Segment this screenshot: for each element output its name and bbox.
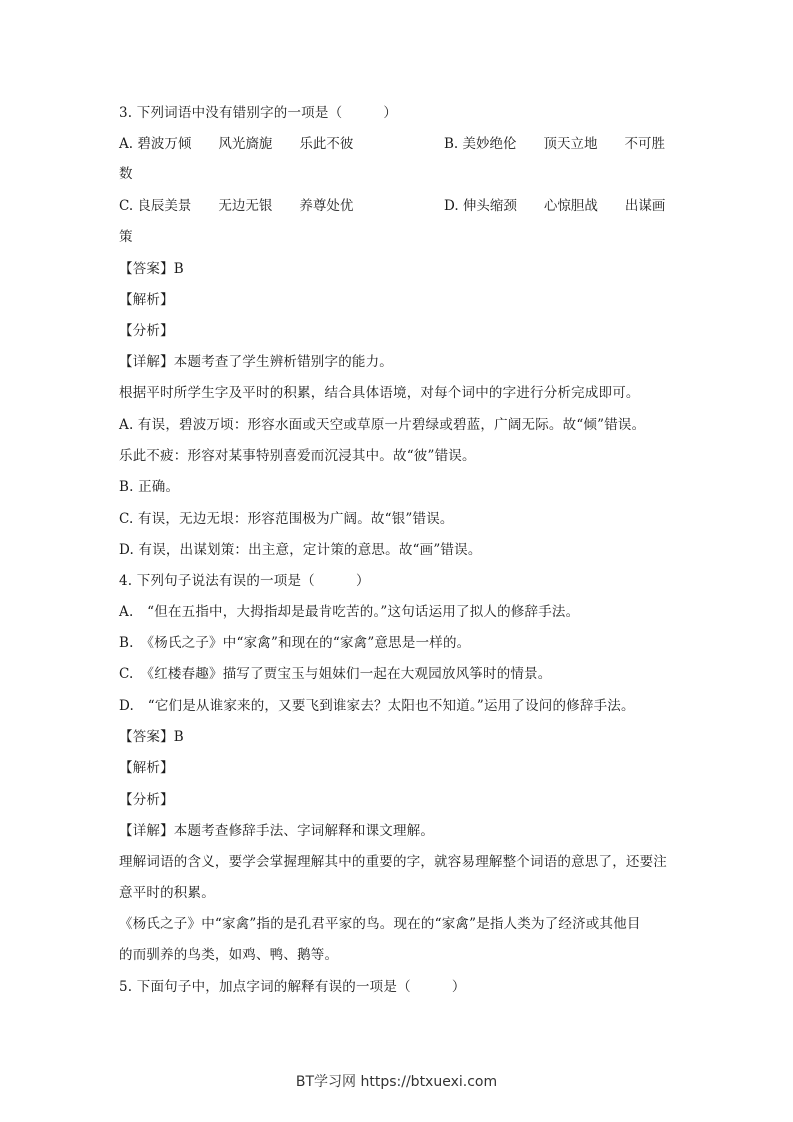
question-3-explanation-line: B. 正确。: [119, 479, 180, 495]
question-3-option-b: B. 美妙绝伦 顶天立地 不可胜: [444, 136, 666, 152]
question-3-explanation-line: A. 有误，碧波万顷：形容水面或天空或草原一片碧绿或碧蓝，广阔无际。故“倾”错误。: [119, 417, 646, 433]
question-4-explanation-line: 《杨氏之子》中“家禽”指的是孔君平家的鸟。现在的“家禽”是指人类为了经济或其他目: [119, 916, 641, 932]
question-3-option-c: C. 良辰美景 无边无银 养尊处优: [119, 198, 354, 214]
question-3-detail: 【详解】本题考查了学生辨析错别字的能力。: [119, 354, 393, 370]
question-3-stem: 3. 下列词语中没有错别字的一项是（ ）: [119, 105, 398, 121]
question-4-option-a: A. “但在五指中，大拇指却是最肯吃苦的。”这句话运用了拟人的修辞手法。: [119, 604, 580, 620]
question-3-option-a: A. 碧波万倾 风光旖旎 乐此不彼: [119, 136, 354, 152]
question-4-fenxi-heading: 【分析】: [119, 792, 174, 808]
question-3-option-d-continued: 策: [119, 229, 133, 245]
question-4-analysis-heading: 【解析】: [119, 760, 174, 776]
question-4-answer: 【答案】B: [119, 729, 184, 745]
question-3-explanation-line: D. 有误，出谋划策：出主意，定计策的意思。故“画”错误。: [119, 542, 482, 558]
question-5-stem: 5. 下面句子中，加点字词的解释有误的一项是（ ）: [119, 979, 466, 995]
question-3-explanation-line: C. 有误，无边无垠：形容范围极为广阔。故“银”错误。: [119, 511, 454, 527]
question-3-explanation-line: 乐此不疲：形容对某事特别喜爱而沉浸其中。故“彼”错误。: [119, 448, 476, 464]
question-4-option-d: D. “它们是从谁家来的，又要飞到谁家去？太阳也不知道。”运用了设问的修辞手法。: [119, 698, 635, 714]
footer-watermark: BT学习网 https://btxuexi.com: [295, 1074, 498, 1090]
question-3-fenxi-heading: 【分析】: [119, 323, 174, 339]
question-3-option-b-continued: 数: [119, 166, 133, 182]
question-3-explanation-line: 根据平时所学生字及平时的积累，结合具体语境，对每个词中的字进行分析完成即可。: [119, 385, 640, 401]
question-3-option-d: D. 伸头缩颈 心惊胆战 出谋画: [444, 198, 666, 214]
question-4-explanation-line: 意平时的积累。: [119, 885, 215, 901]
question-4-detail: 【详解】本题考查修辞手法、字词解释和课文理解。: [119, 823, 435, 839]
question-3-analysis-heading: 【解析】: [119, 292, 174, 308]
question-4-option-b: B. 《杨氏之子》中“家禽”和现在的“家禽”意思是一样的。: [119, 635, 471, 651]
question-4-stem: 4. 下列句子说法有误的一项是（ ）: [119, 573, 370, 589]
question-4-explanation-line: 的而驯养的鸟类，如鸡、鸭、鹅等。: [119, 947, 339, 963]
question-4-option-c: C. 《红楼春趣》描写了贾宝玉与姐妹们一起在大观园放风筝时的情景。: [119, 666, 552, 682]
question-4-explanation-line: 理解词语的含义，要学会掌握理解其中的重要的字，就容易理解整个词语的意思了，还要注: [119, 854, 667, 870]
question-3-answer: 【答案】B: [119, 261, 184, 277]
